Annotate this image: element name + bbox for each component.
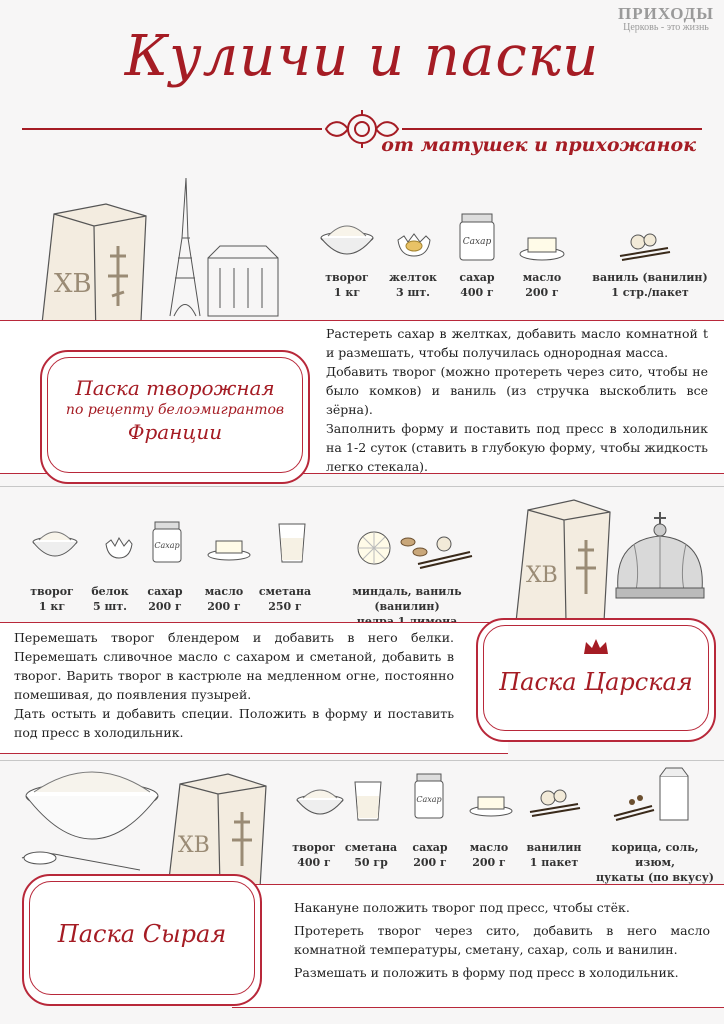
page-title: Куличи и паски bbox=[124, 24, 600, 89]
egg-white-icon bbox=[102, 532, 136, 560]
ingredient-item: ванилин 1 пакет bbox=[526, 841, 582, 869]
page-subtitle: от матушек и прихожанок bbox=[381, 134, 696, 156]
recipe-steps-2: Перемешать творог блендером и добавить в него белки. Перемешать сливочное масло с сахаром и сметаной, добавить в творог. Варить творог в кастрюле на медленном огне, постоянно помешивая, до появления пузырей. Дать остыть и добавить специи. Положить в форму и поставить под пресс в холодильник. bbox=[14, 630, 454, 740]
recipe-name-label-2 bbox=[476, 618, 716, 742]
butter-icon bbox=[468, 792, 514, 818]
lemon-vanilla-almond-icon bbox=[354, 522, 474, 570]
ingredient-item: творог 1 кг bbox=[325, 271, 369, 299]
cottage-cheese-bowl-icon bbox=[318, 210, 376, 260]
recipe-name: Паска Сырая bbox=[57, 920, 227, 948]
recipe-name-label-3 bbox=[22, 874, 262, 1006]
eiffel-tower-sketch bbox=[130, 168, 290, 322]
butter-icon bbox=[206, 536, 252, 562]
cottage-cheese-bowl-sketch bbox=[20, 762, 170, 876]
sugar-jar-icon bbox=[412, 772, 446, 820]
sugar-jar-icon bbox=[456, 210, 498, 262]
paska-letters: ХВ bbox=[54, 269, 92, 299]
recipe-name-label-1 bbox=[40, 350, 310, 484]
cottage-cheese-bowl-icon bbox=[294, 780, 346, 820]
ingredient-item: корица, соль, изюм, цукаты (по вкусу) bbox=[596, 841, 714, 884]
ingredient-item: творог 400 г bbox=[292, 841, 336, 869]
egg-yolk-icon bbox=[392, 222, 434, 258]
sugar-jar-icon bbox=[150, 520, 184, 564]
paska-illustration bbox=[512, 494, 612, 628]
ingredient-item: масло 200 г bbox=[204, 585, 244, 613]
recipe-name-line3: Франции bbox=[127, 420, 223, 444]
ingredient-item: желток 3 шт. bbox=[389, 271, 437, 299]
ingredient-item: сахар 200 г bbox=[412, 841, 448, 869]
crown-icon bbox=[581, 636, 611, 658]
recipe-name-line2: по рецепту белоэмигрантов bbox=[65, 402, 285, 418]
ingredient-item: сахар 200 г bbox=[147, 585, 183, 613]
ingredient-item: миндаль, ваниль (ванилин) bbox=[352, 585, 462, 613]
brand-name: ПРИХОДЫ bbox=[617, 4, 714, 23]
title-rule-left bbox=[22, 128, 322, 130]
svg-text:ХВ: ХВ bbox=[526, 563, 558, 588]
ingredient-item: сметана 50 гр bbox=[344, 841, 398, 869]
divider bbox=[0, 760, 724, 761]
title-rule-right bbox=[402, 128, 702, 130]
spices-salt-icon bbox=[612, 766, 692, 822]
sour-cream-glass-icon bbox=[352, 778, 384, 822]
ingredient-item: сметана 250 г bbox=[258, 585, 312, 613]
butter-icon bbox=[518, 232, 566, 262]
svg-text:Сахар: Сахар bbox=[416, 795, 442, 804]
vanilla-icon bbox=[526, 784, 582, 818]
ingredient-item: белок 5 шт. bbox=[91, 585, 129, 613]
sour-cream-glass-icon bbox=[276, 520, 308, 564]
crown-illustration bbox=[610, 510, 718, 610]
ingredient-item: творог 1 кг bbox=[30, 585, 74, 613]
ingredient-item: масло 200 г bbox=[522, 271, 562, 299]
ingredient-item: сахар 400 г bbox=[459, 271, 495, 299]
svg-text:Сахар: Сахар bbox=[462, 237, 492, 247]
ingredient-item: ваниль (ванилин) 1 стр./пакет bbox=[592, 271, 708, 299]
recipe-steps-3: Накануне положить творог под пресс, чтобы стёк. Протереть творог через сито, добавить в него масло комнатной температуры, сметану, сахар, соль и ванилин. Размешать и положить в форму под пресс в холодильник. bbox=[294, 900, 710, 980]
svg-text:Сахар: Сахар bbox=[154, 541, 180, 550]
cottage-cheese-bowl-icon bbox=[30, 522, 80, 562]
recipe-steps-1: Растереть сахар в желтках, добавить масло комнатной t и размешать, чтобы получилась однородная масса. Добавить творог (можно протереть через сито, чтобы не было комков) и ваниль (из стручка выскоблить все зёрна). Заполнить форму и поставить под пресс в холодильник на 1-2 суток (ставить в глубокую форму, чтобы жидкость легко стекала). bbox=[326, 326, 708, 474]
recipe-name-line1: Паска творожная bbox=[75, 376, 275, 400]
divider bbox=[0, 486, 724, 487]
brand-slogan: Церковь - это жизнь bbox=[623, 22, 709, 33]
vanilla-icon bbox=[616, 230, 672, 262]
svg-text:ХВ: ХВ bbox=[178, 833, 210, 858]
ingredient-item: масло 200 г bbox=[469, 841, 509, 869]
recipe-name: Паска Царская bbox=[499, 668, 693, 696]
